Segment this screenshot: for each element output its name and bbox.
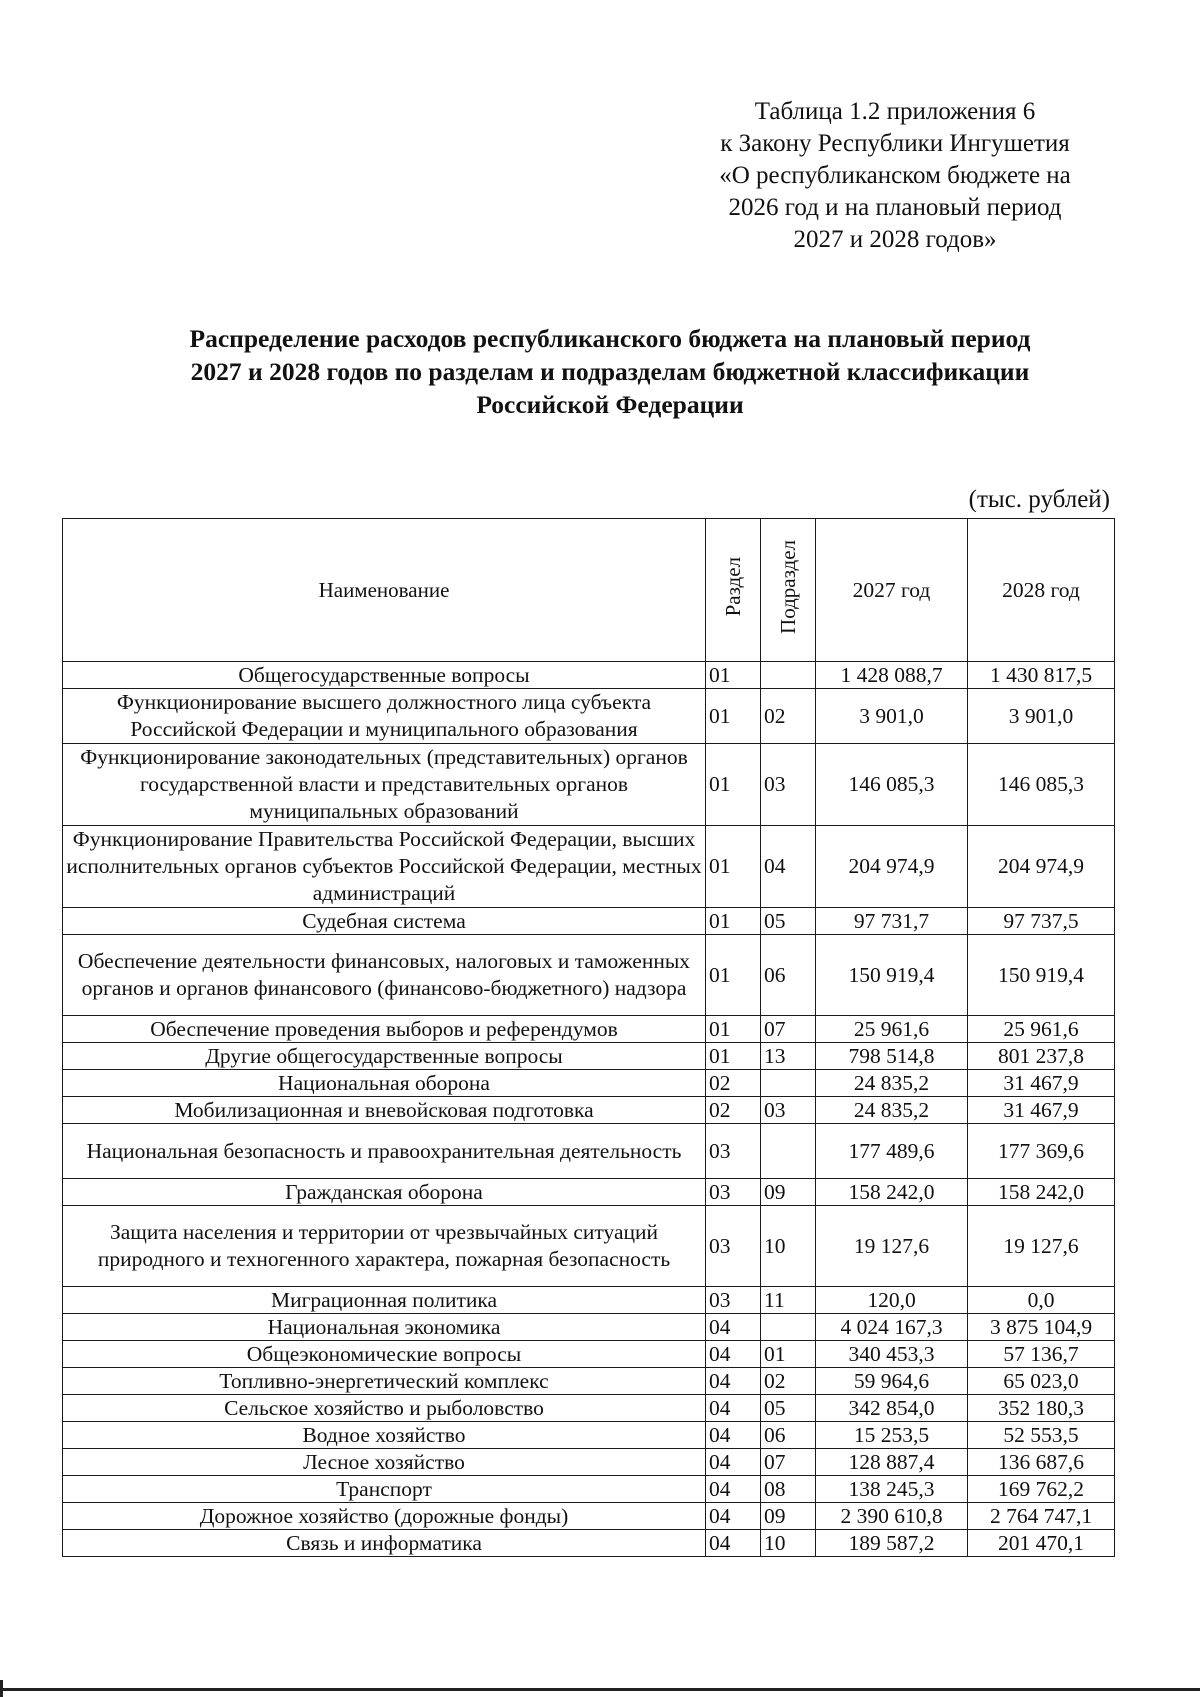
table-row	[63, 826, 1115, 908]
scan-edge-line	[0, 1688, 1200, 1691]
row-amount-2028: 146 085,3	[968, 744, 1115, 826]
row-section: 01	[706, 826, 761, 908]
appendix-line: «О республиканском бюджете на	[719, 162, 1071, 189]
row-subsection	[761, 1070, 816, 1097]
units-label: (тыс. рублей)	[968, 486, 1110, 513]
row-subsection: 08	[761, 1476, 816, 1503]
row-section: 04	[706, 1476, 761, 1503]
table-row	[63, 1124, 1115, 1179]
table-body	[63, 662, 1115, 1557]
row-amount-2028: 57 136,7	[968, 1341, 1115, 1368]
row-amount-2027: 146 085,3	[816, 744, 968, 826]
row-subsection	[761, 662, 816, 689]
row-section: 04	[706, 1368, 761, 1395]
row-section: 02	[706, 1070, 761, 1097]
row-subsection: 05	[761, 1395, 816, 1422]
row-name: Национальная экономика	[63, 1314, 706, 1341]
table-row	[63, 1206, 1115, 1287]
header-year-2028: 2028 год	[968, 519, 1115, 662]
row-section: 01	[706, 744, 761, 826]
row-amount-2028: 136 687,6	[968, 1449, 1115, 1476]
appendix-reference	[690, 96, 1100, 256]
row-subsection: 03	[761, 744, 816, 826]
row-amount-2028: 352 180,3	[968, 1395, 1115, 1422]
row-amount-2028: 2 764 747,1	[968, 1503, 1115, 1530]
row-amount-2027: 177 489,6	[816, 1124, 968, 1179]
table-row	[63, 935, 1115, 1016]
appendix-line: Таблица 1.2 приложения 6	[754, 98, 1036, 125]
row-amount-2027: 1 428 088,7	[816, 662, 968, 689]
table-row	[63, 1043, 1115, 1070]
row-name: Функционирование Правительства Российской Федерации, высших исполнительных органов субъектов Российской Федерации, местных администраций	[63, 826, 706, 908]
table-row	[63, 1179, 1115, 1206]
row-amount-2028: 65 023,0	[968, 1368, 1115, 1395]
row-amount-2028: 31 467,9	[968, 1097, 1115, 1124]
table-row	[63, 1341, 1115, 1368]
row-amount-2028: 19 127,6	[968, 1206, 1115, 1287]
row-amount-2028: 158 242,0	[968, 1179, 1115, 1206]
row-amount-2028: 801 237,8	[968, 1043, 1115, 1070]
row-section: 02	[706, 1097, 761, 1124]
row-name: Защита населения и территории от чрезвычайных ситуаций природного и техногенного характера, пожарная безопасность	[63, 1206, 706, 1287]
title-line: 2027 и 2028 годов по разделам и подразделам бюджетной классификации	[190, 357, 1030, 386]
row-amount-2027: 150 919,4	[816, 935, 968, 1016]
row-name: Лесное хозяйство	[63, 1449, 706, 1476]
table-row	[63, 689, 1115, 744]
row-amount-2027: 19 127,6	[816, 1206, 968, 1287]
row-subsection: 09	[761, 1503, 816, 1530]
row-amount-2027: 120,0	[816, 1287, 968, 1314]
row-section: 01	[706, 689, 761, 744]
row-amount-2027: 138 245,3	[816, 1476, 968, 1503]
row-amount-2027: 24 835,2	[816, 1070, 968, 1097]
row-section: 04	[706, 1422, 761, 1449]
row-amount-2028: 3 875 104,9	[968, 1314, 1115, 1341]
row-amount-2028: 1 430 817,5	[968, 662, 1115, 689]
row-subsection: 09	[761, 1179, 816, 1206]
header-section	[706, 519, 761, 662]
row-name: Обеспечение деятельности финансовых, налоговых и таможенных органов и органов финансового (финансово-бюджетного) надзора	[63, 935, 706, 1016]
row-amount-2027: 2 390 610,8	[816, 1503, 968, 1530]
table-row	[63, 744, 1115, 826]
row-subsection: 03	[761, 1097, 816, 1124]
row-name: Мобилизационная и вневойсковая подготовка	[63, 1097, 706, 1124]
table-row	[63, 908, 1115, 935]
row-section: 03	[706, 1179, 761, 1206]
document-title	[110, 322, 1110, 421]
row-amount-2027: 15 253,5	[816, 1422, 968, 1449]
row-name: Сельское хозяйство и рыболовство	[63, 1395, 706, 1422]
scan-edge-mark	[0, 1680, 3, 1697]
row-section: 03	[706, 1124, 761, 1179]
header-subsection	[761, 519, 816, 662]
row-amount-2028: 204 974,9	[968, 826, 1115, 908]
table-row	[63, 1368, 1115, 1395]
row-name: Дорожное хозяйство (дорожные фонды)	[63, 1503, 706, 1530]
row-section: 01	[706, 1016, 761, 1043]
table-row	[63, 662, 1115, 689]
row-subsection: 07	[761, 1016, 816, 1043]
table-row	[63, 1530, 1115, 1557]
row-amount-2027: 158 242,0	[816, 1179, 968, 1206]
row-name: Гражданская оборона	[63, 1179, 706, 1206]
row-amount-2028: 52 553,5	[968, 1422, 1115, 1449]
header-year-2027: 2027 год	[816, 519, 968, 662]
row-amount-2028: 201 470,1	[968, 1530, 1115, 1557]
row-amount-2027: 59 964,6	[816, 1368, 968, 1395]
header-name: Наименование	[63, 519, 706, 662]
row-subsection: 13	[761, 1043, 816, 1070]
header-section-label: Раздел	[720, 557, 745, 617]
row-subsection: 11	[761, 1287, 816, 1314]
row-subsection: 10	[761, 1206, 816, 1287]
row-subsection: 05	[761, 908, 816, 935]
title-line: Распределение расходов республиканского бюджета на плановый период	[189, 324, 1031, 353]
row-section: 01	[706, 935, 761, 1016]
row-name: Национальная оборона	[63, 1070, 706, 1097]
appendix-line: к Закону Республики Ингушетия	[720, 130, 1070, 157]
row-name: Обеспечение проведения выборов и референдумов	[63, 1016, 706, 1043]
row-amount-2027: 189 587,2	[816, 1530, 968, 1557]
title-line: Российской Федерации	[476, 390, 744, 419]
row-subsection	[761, 1124, 816, 1179]
row-amount-2027: 340 453,3	[816, 1341, 968, 1368]
row-name: Общегосударственные вопросы	[63, 662, 706, 689]
row-name: Судебная система	[63, 908, 706, 935]
row-amount-2028: 0,0	[968, 1287, 1115, 1314]
row-section: 04	[706, 1395, 761, 1422]
row-subsection: 07	[761, 1449, 816, 1476]
row-subsection: 02	[761, 689, 816, 744]
row-amount-2028: 3 901,0	[968, 689, 1115, 744]
table-row	[63, 1097, 1115, 1124]
appendix-line: 2026 год и на плановый период	[728, 194, 1062, 221]
row-amount-2028: 31 467,9	[968, 1070, 1115, 1097]
row-section: 04	[706, 1314, 761, 1341]
row-section: 01	[706, 662, 761, 689]
header-subsection-label: Подраздел	[775, 540, 800, 634]
row-amount-2027: 24 835,2	[816, 1097, 968, 1124]
table-row	[63, 1395, 1115, 1422]
table-row	[63, 1070, 1115, 1097]
row-amount-2027: 3 901,0	[816, 689, 968, 744]
row-amount-2027: 798 514,8	[816, 1043, 968, 1070]
row-amount-2027: 4 024 167,3	[816, 1314, 968, 1341]
row-section: 04	[706, 1530, 761, 1557]
row-amount-2028: 150 919,4	[968, 935, 1115, 1016]
row-section: 04	[706, 1449, 761, 1476]
table-row	[63, 1422, 1115, 1449]
row-amount-2027: 128 887,4	[816, 1449, 968, 1476]
row-name: Связь и информатика	[63, 1530, 706, 1557]
row-amount-2028: 97 737,5	[968, 908, 1115, 935]
row-name: Другие общегосударственные вопросы	[63, 1043, 706, 1070]
row-name: Водное хозяйство	[63, 1422, 706, 1449]
row-section: 04	[706, 1503, 761, 1530]
row-name: Национальная безопасность и правоохранительная деятельность	[63, 1124, 706, 1179]
table-row	[63, 1016, 1115, 1043]
appendix-line: 2027 и 2028 годов»	[793, 226, 997, 253]
row-section: 01	[706, 908, 761, 935]
table-header-row	[63, 519, 1115, 662]
row-amount-2027: 25 961,6	[816, 1016, 968, 1043]
row-section: 03	[706, 1206, 761, 1287]
row-amount-2027: 342 854,0	[816, 1395, 968, 1422]
row-section: 01	[706, 1043, 761, 1070]
row-subsection: 06	[761, 1422, 816, 1449]
row-name: Транспорт	[63, 1476, 706, 1503]
row-amount-2027: 97 731,7	[816, 908, 968, 935]
table-row	[63, 1287, 1115, 1314]
row-section: 03	[706, 1287, 761, 1314]
row-name: Функционирование законодательных (представительных) органов государственной власти и представительных органов муниципальных образований	[63, 744, 706, 826]
row-amount-2028: 25 961,6	[968, 1016, 1115, 1043]
row-name: Функционирование высшего должностного лица субъекта Российской Федерации и муниципального образования	[63, 689, 706, 744]
row-amount-2028: 177 369,6	[968, 1124, 1115, 1179]
row-amount-2027: 204 974,9	[816, 826, 968, 908]
row-amount-2028: 169 762,2	[968, 1476, 1115, 1503]
table-row	[63, 1476, 1115, 1503]
row-subsection: 10	[761, 1530, 816, 1557]
row-subsection: 02	[761, 1368, 816, 1395]
table-row	[63, 1449, 1115, 1476]
row-section: 04	[706, 1341, 761, 1368]
row-name: Миграционная политика	[63, 1287, 706, 1314]
budget-table	[62, 518, 1115, 1557]
row-name: Общеэкономические вопросы	[63, 1341, 706, 1368]
row-subsection: 01	[761, 1341, 816, 1368]
table-row	[63, 1314, 1115, 1341]
row-name: Топливно-энергетический комплекс	[63, 1368, 706, 1395]
row-subsection: 04	[761, 826, 816, 908]
table-row	[63, 1503, 1115, 1530]
row-subsection	[761, 1314, 816, 1341]
row-subsection: 06	[761, 935, 816, 1016]
